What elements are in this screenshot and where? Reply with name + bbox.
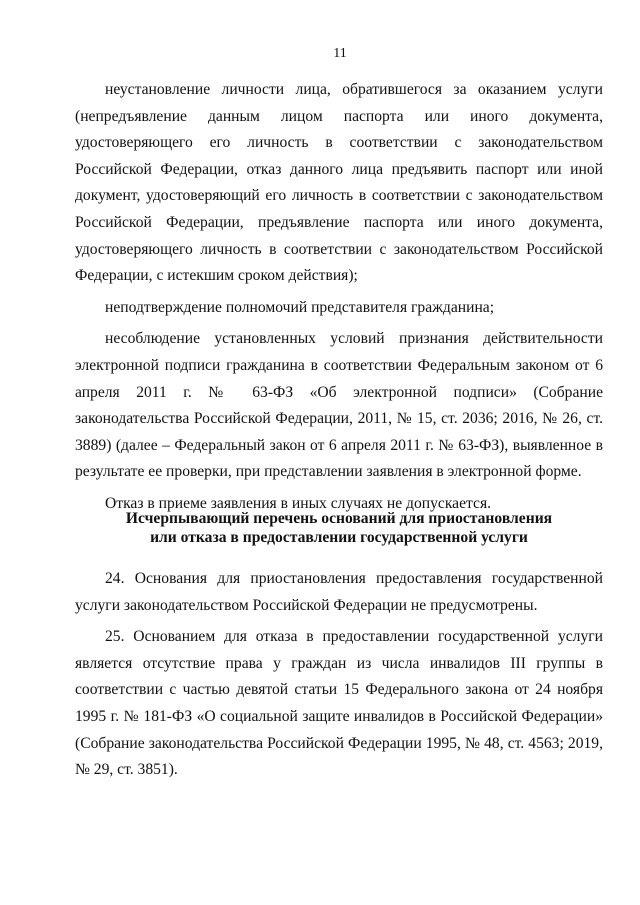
paragraph-representative-authority: неподтверждение полномочий представителя гражданина; (105, 298, 495, 316)
paragraph-other-cases: Отказ в приеме заявления в иных случаях не допускается. (105, 494, 492, 512)
paragraph-24: 24. Основания для приостановления предоставления государственной услуги законодательством Российской Федерации не предусмотрены. (75, 570, 603, 614)
section-heading (75, 509, 603, 547)
paragraph-electronic-signature: несоблюдение установленных условий признания действительности электронной подписи гражданина в соответствии Федеральным законом от 6 апреля 2011 г. № 63-ФЗ «Об электронной подписи» (Собрание законодательства Российской Федерации, 2011, № 15, ст. 2036; 2016, № 26, ст. 3889) (далее – Федеральный закон от 6 апреля 2011 г. № 63-ФЗ), выявленное в результате ее проверки, при представлении заявления в электронной форме. (75, 330, 603, 481)
body-text-bottom (75, 566, 603, 784)
paragraph-25: 25. Основанием для отказа в предоставлении государственной услуги является отсутствие права у граждан из числа инвалидов III группы в соответствии с частью девятой статьи 15 Федерального закона от 24 ноября 1995 г. № 181-ФЗ «О социальной защите инвалидов в Российской Федерации» (Собрание законодательства Российской Федерации 1995, № 48, ст. 4563; 2019, № 29, ст. 3851). (75, 628, 603, 779)
paragraph-identity-not-established: неустановление личности лица, обратившегося за оказанием услуги (непредъявление данным лицом паспорта или иного документа, удостоверяющего его личность в соответствии с законодательством Российской Федерации, отказ данного лица предъявить паспорт или иной документ, удостоверяющий его личность в соответствии с законодательством Российской Федерации, предъявление паспорта или иного документа, удостоверяющего личность в соответствии с законодательством Российской Федерации, с истекшим сроком действия); (75, 81, 603, 285)
section-heading-line-2: или отказа в предоставлении государственной услуги (150, 529, 528, 546)
section-heading-line-1: Исчерпывающий перечень оснований для приостановления (125, 510, 553, 527)
body-text-top (75, 77, 603, 518)
page-number: 11 (333, 46, 347, 61)
